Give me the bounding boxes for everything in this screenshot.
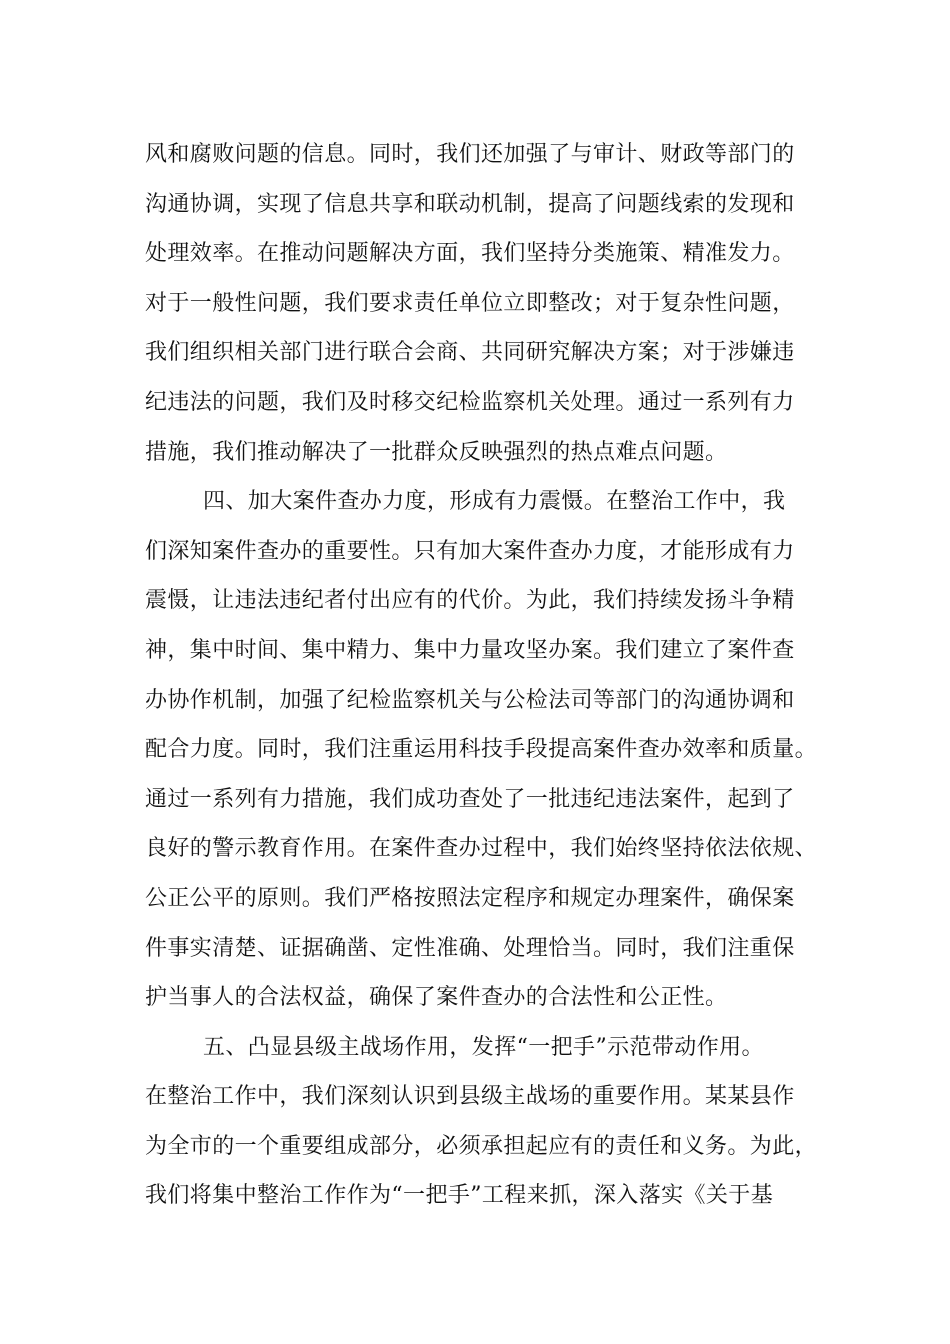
text-line: 我们组织相关部门进行联合会商、共同研究解决方案；对于涉嫌违 bbox=[145, 340, 795, 366]
text-line: 件事实清楚、证据确凿、定性准确、处理恰当。同时，我们注重保 bbox=[145, 935, 795, 961]
text-line: 沟通协调，实现了信息共享和联动机制，提高了问题线索的发现和 bbox=[145, 191, 795, 217]
section-heading-line: 五、凸显县级主战场作用，发挥“一把手”示范带动作用。 bbox=[203, 1034, 764, 1060]
text-line: 公正公平的原则。我们严格按照法定程序和规定办理案件，确保案 bbox=[145, 885, 795, 911]
text-line: 在整治工作中，我们深刻认识到县级主战场的重要作用。某某县作 bbox=[145, 1084, 795, 1110]
text-line: 我们将集中整治工作作为“一把手”工程来抓，深入落实《关于基 bbox=[145, 1183, 774, 1209]
text-line: 们深知案件查办的重要性。只有加大案件查办力度，才能形成有力 bbox=[145, 538, 795, 564]
text-line: 配合力度。同时，我们注重运用科技手段提高案件查办效率和质量。 bbox=[145, 737, 818, 763]
text-line: 为全市的一个重要组成部分，必须承担起应有的责任和义务。为此， bbox=[145, 1133, 818, 1159]
body-text bbox=[145, 130, 825, 1221]
text-line: 神，集中时间、集中精力、集中力量攻坚办案。我们建立了案件查 bbox=[145, 637, 795, 663]
text-line: 良好的警示教育作用。在案件查办过程中，我们始终坚持依法依规、 bbox=[145, 836, 818, 862]
text-line: 通过一系列有力措施，我们成功查处了一批违纪违法案件，起到了 bbox=[145, 786, 795, 812]
text-line: 风和腐败问题的信息。同时，我们还加强了与审计、财政等部门的 bbox=[145, 142, 795, 167]
text-line: 对于一般性问题，我们要求责任单位立即整改；对于复杂性问题， bbox=[145, 290, 795, 316]
text-line: 震慑，让违法违纪者付出应有的代价。为此，我们持续发扬斗争精 bbox=[145, 588, 795, 614]
text-line: 办协作机制，加强了纪检监察机关与公检法司等部门的沟通协调和 bbox=[145, 687, 795, 713]
text-line: 纪违法的问题，我们及时移交纪检监察机关处理。通过一系列有力 bbox=[145, 389, 795, 415]
text-line: 措施，我们推动解决了一批群众反映强烈的热点难点问题。 bbox=[145, 439, 728, 465]
text-line: 护当事人的合法权益，确保了案件查办的合法性和公正性。 bbox=[145, 985, 728, 1011]
section-heading-line: 四、加大案件查办力度，形成有力震慑。在整治工作中，我 bbox=[203, 489, 786, 515]
text-line: 处理效率。在推动问题解决方面，我们坚持分类施策、精准发力。 bbox=[145, 241, 795, 267]
